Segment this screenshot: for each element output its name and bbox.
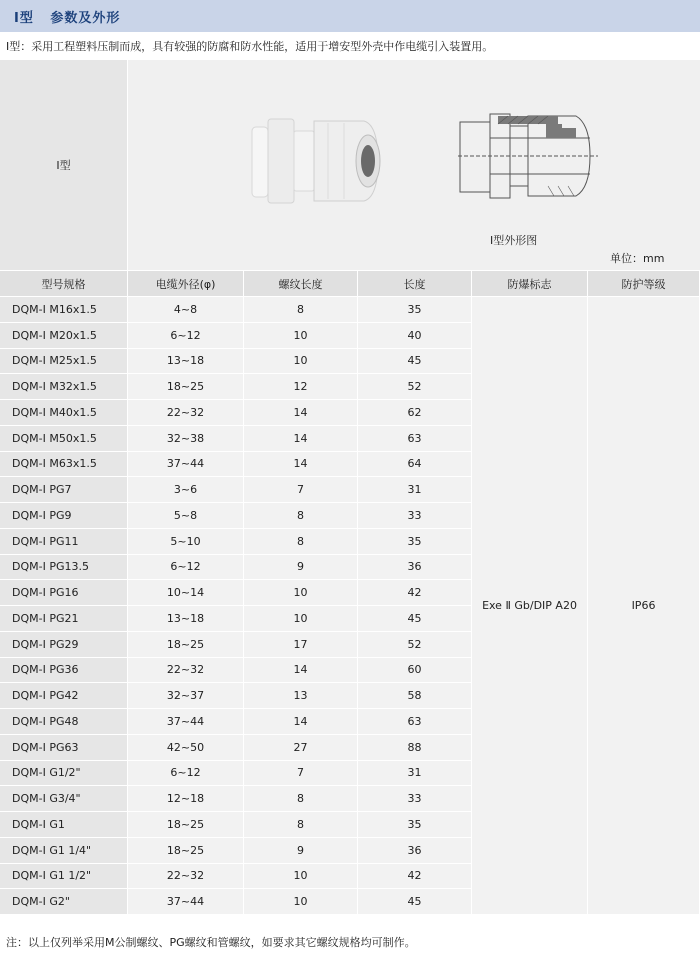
table-cell: 14: [244, 400, 358, 426]
table-cell: 3~6: [128, 477, 244, 503]
table-cell: 58: [358, 683, 472, 709]
table-cell: 64: [358, 452, 472, 478]
table-cell: 32~38: [128, 426, 244, 452]
table-cell: 8: [244, 529, 358, 555]
table-cell: 18~25: [128, 632, 244, 658]
table-cell: 12: [244, 374, 358, 400]
table-cell: 8: [244, 297, 358, 323]
table-header-cell: 螺纹长度: [244, 271, 358, 297]
section-title: Ⅰ型 参数及外形: [14, 11, 121, 26]
table-cell: DQM-Ⅰ PG36: [0, 658, 128, 684]
table-cell: 7: [244, 761, 358, 787]
table-cell: DQM-Ⅰ PG16: [0, 580, 128, 606]
figure-area: [128, 60, 700, 270]
table-cell: 10~14: [128, 580, 244, 606]
table-cell: 7: [244, 477, 358, 503]
table-cell: 62: [358, 400, 472, 426]
table-cell: DQM-Ⅰ G3/4": [0, 786, 128, 812]
table-cell: 88: [358, 735, 472, 761]
table-cell: DQM-Ⅰ M50x1.5: [0, 426, 128, 452]
table-cell: 5~10: [128, 529, 244, 555]
table-cell: 18~25: [128, 812, 244, 838]
table-cell: 37~44: [128, 709, 244, 735]
table-cell: 5~8: [128, 503, 244, 529]
footer-note: 注：以上仅列举采用M公制螺纹、PG螺纹和管螺纹，如要求其它螺纹规格均可制作。: [6, 936, 416, 949]
table-cell: 8: [244, 503, 358, 529]
table-cell: 9: [244, 838, 358, 864]
table-cell: 45: [358, 889, 472, 915]
table-cell: 8: [244, 812, 358, 838]
table-header-cell: 防爆标志: [472, 271, 588, 297]
table-cell: DQM-Ⅰ G2": [0, 889, 128, 915]
table-cell: 8: [244, 786, 358, 812]
table-cell: 14: [244, 452, 358, 478]
cable-gland-photo: [248, 105, 408, 215]
table-cell: 10: [244, 323, 358, 349]
table-header-cell: 型号规格: [0, 271, 128, 297]
table-cell: 42~50: [128, 735, 244, 761]
table-cell: DQM-Ⅰ G1/2": [0, 761, 128, 787]
table-cell: 33: [358, 786, 472, 812]
table-cell: 31: [358, 477, 472, 503]
table-cell: 52: [358, 632, 472, 658]
table-cell: 18~25: [128, 374, 244, 400]
table-cell: 6~12: [128, 323, 244, 349]
table-cell: 13~18: [128, 606, 244, 632]
figure-caption: Ⅰ型外形图: [490, 234, 538, 247]
table-cell: DQM-Ⅰ PG42: [0, 683, 128, 709]
table-cell: DQM-Ⅰ G1 1/4": [0, 838, 128, 864]
table-cell: 22~32: [128, 658, 244, 684]
table-cell: DQM-Ⅰ PG63: [0, 735, 128, 761]
table-cell: DQM-Ⅰ PG13.5: [0, 555, 128, 581]
table-cell: DQM-Ⅰ M32x1.5: [0, 374, 128, 400]
table-cell: 35: [358, 297, 472, 323]
figure-row-label: Ⅰ型: [0, 60, 127, 270]
table-cell: 45: [358, 606, 472, 632]
table-cell: 9: [244, 555, 358, 581]
table-cell: 22~32: [128, 864, 244, 890]
table-cell: 17: [244, 632, 358, 658]
table-cell: DQM-Ⅰ M63x1.5: [0, 452, 128, 478]
product-description: Ⅰ型：采用工程塑料压制而成，具有较强的防腐和防水性能，适用于增安型外壳中作电缆引入装置用。: [6, 40, 494, 53]
table-cell: DQM-Ⅰ M20x1.5: [0, 323, 128, 349]
table-cell: DQM-Ⅰ PG7: [0, 477, 128, 503]
table-cell: 42: [358, 580, 472, 606]
unit-label: 单位：mm: [610, 252, 665, 265]
table-cell: DQM-Ⅰ M16x1.5: [0, 297, 128, 323]
table-header-cell: 电缆外径(φ): [128, 271, 244, 297]
table-cell: 37~44: [128, 452, 244, 478]
table-cell: 32~37: [128, 683, 244, 709]
table-cell: 42: [358, 864, 472, 890]
section-header: [0, 0, 700, 32]
table-cell: DQM-Ⅰ G1: [0, 812, 128, 838]
protection-grade-cell: IP66: [588, 297, 700, 915]
table-cell: 14: [244, 426, 358, 452]
table-cell: 36: [358, 555, 472, 581]
table-header-cell: 长度: [358, 271, 472, 297]
table-cell: 60: [358, 658, 472, 684]
table-cell: 18~25: [128, 838, 244, 864]
table-cell: 37~44: [128, 889, 244, 915]
table-cell: 10: [244, 580, 358, 606]
table-cell: 35: [358, 812, 472, 838]
table-cell: DQM-Ⅰ PG11: [0, 529, 128, 555]
table-cell: DQM-Ⅰ PG48: [0, 709, 128, 735]
table-cell: 13~18: [128, 349, 244, 375]
table-cell: 45: [358, 349, 472, 375]
table-cell: 40: [358, 323, 472, 349]
table-cell: 12~18: [128, 786, 244, 812]
table-cell: DQM-Ⅰ M40x1.5: [0, 400, 128, 426]
table-cell: 10: [244, 606, 358, 632]
table-cell: 10: [244, 889, 358, 915]
table-cell: DQM-Ⅰ PG29: [0, 632, 128, 658]
table-cell: 14: [244, 658, 358, 684]
table-cell: 4~8: [128, 297, 244, 323]
table-cell: 36: [358, 838, 472, 864]
table-cell: 33: [358, 503, 472, 529]
table-cell: 31: [358, 761, 472, 787]
table-cell: 22~32: [128, 400, 244, 426]
table-cell: 14: [244, 709, 358, 735]
table-cell: 10: [244, 349, 358, 375]
cable-gland-drawing: [458, 100, 598, 210]
table-cell: 10: [244, 864, 358, 890]
table-cell: 63: [358, 709, 472, 735]
table-cell: DQM-Ⅰ PG9: [0, 503, 128, 529]
table-header-cell: 防护等级: [588, 271, 700, 297]
table-cell: 52: [358, 374, 472, 400]
table-cell: 6~12: [128, 555, 244, 581]
table-cell: 6~12: [128, 761, 244, 787]
table-cell: DQM-Ⅰ PG21: [0, 606, 128, 632]
table-cell: 27: [244, 735, 358, 761]
table-cell: 13: [244, 683, 358, 709]
table-cell: DQM-Ⅰ G1 1/2": [0, 864, 128, 890]
table-cell: 63: [358, 426, 472, 452]
table-cell: DQM-Ⅰ M25x1.5: [0, 349, 128, 375]
table-cell: 35: [358, 529, 472, 555]
explosion-mark-cell: Exe Ⅱ Gb/DIP A20: [472, 297, 588, 915]
